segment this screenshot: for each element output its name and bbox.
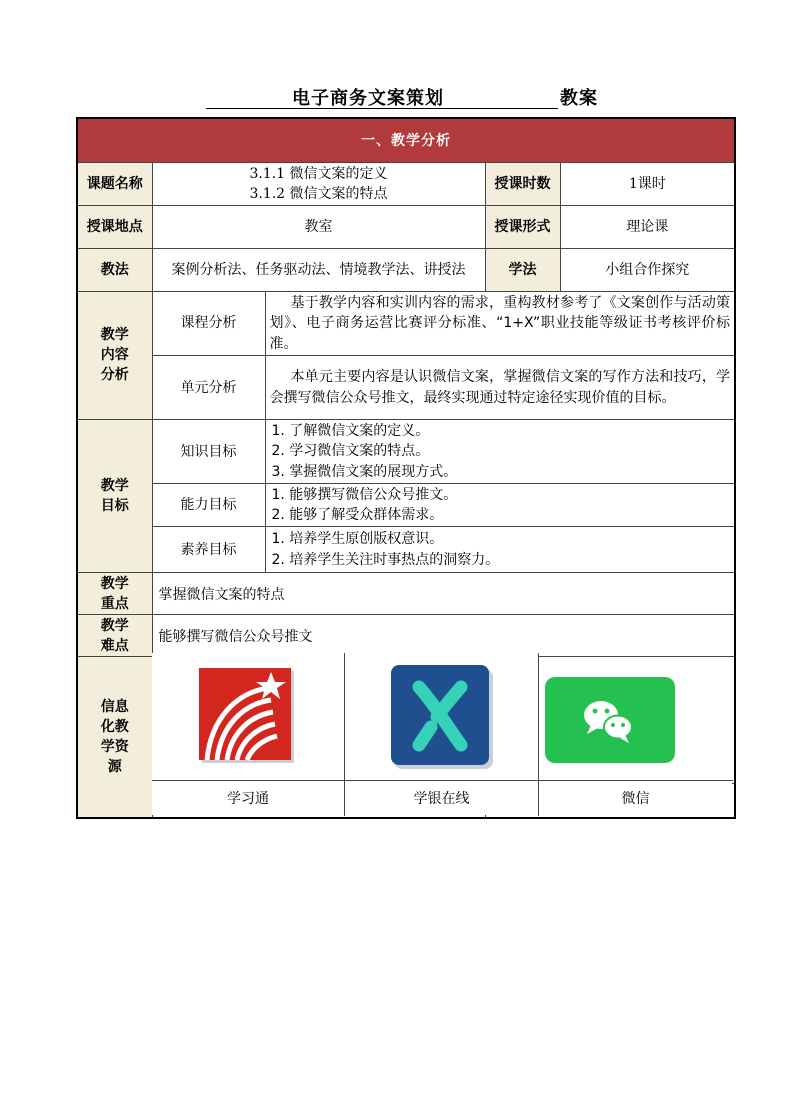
key-point-value: 掌握微信文案的特点 bbox=[152, 573, 735, 615]
list-item: 2. 培养学生关注时事热点的洞察力。 bbox=[271, 551, 500, 568]
form-label: 授课形式 bbox=[485, 205, 560, 248]
course-analysis-label: 课程分析 bbox=[152, 291, 265, 356]
ability-objective-label: 能力目标 bbox=[152, 484, 265, 527]
title-suffix: 教案 bbox=[560, 88, 598, 109]
difficulty-label: 教学难点 bbox=[77, 615, 152, 657]
quality-objective-label: 素养目标 bbox=[152, 527, 265, 573]
column-cover bbox=[152, 653, 344, 780]
location-value: 教室 bbox=[152, 205, 485, 248]
unit-analysis-label: 单元分析 bbox=[152, 356, 265, 420]
topic-line-1: 3.1.1 微信文案的定义 bbox=[249, 165, 388, 182]
key-point-label: 教学重点 bbox=[77, 573, 152, 615]
list-item: 2. 学习微信文案的特点。 bbox=[271, 443, 430, 460]
method-value: 案例分析法、任务驱动法、情境教学法、讲授法 bbox=[152, 248, 485, 291]
resource-name: 学银在线 bbox=[413, 791, 470, 807]
column-cover bbox=[539, 781, 732, 815]
content-analysis-label: 教学内容分析 bbox=[77, 291, 152, 420]
method-label: 教法 bbox=[77, 248, 152, 291]
ability-objective-list bbox=[265, 484, 735, 527]
resource-name: 微信 bbox=[621, 791, 650, 807]
knowledge-objective-label: 知识目标 bbox=[152, 420, 265, 484]
knowledge-objective-list bbox=[265, 420, 735, 484]
unit-analysis-text: 本单元主要内容是认识微信文案，掌握微信文案的写作方法和技巧，学会撰写微信公众号推文，最终实现通过特定途径实现价值的目标。 bbox=[265, 356, 735, 420]
section-header: 一、教学分析 bbox=[77, 118, 735, 162]
list-item: 2. 能够了解受众群体需求。 bbox=[271, 507, 444, 523]
study-label: 学法 bbox=[485, 248, 560, 291]
list-item: 1. 能够撰写微信公众号推文。 bbox=[271, 486, 458, 503]
xuexitong-logo-icon bbox=[199, 668, 297, 766]
quality-objective-list bbox=[265, 527, 735, 573]
location-label: 授课地点 bbox=[77, 205, 152, 248]
resources-label: 信息化教学资源 bbox=[77, 657, 152, 818]
topic-line-2: 3.1.2 微信文案的特点 bbox=[249, 185, 388, 202]
study-value: 小组合作探究 bbox=[560, 248, 735, 291]
list-item: 3. 掌握微信文案的展现方式。 bbox=[271, 463, 458, 480]
row-divider bbox=[152, 780, 733, 781]
hours-label: 授课时数 bbox=[485, 162, 560, 205]
list-item: 1. 了解微信文案的定义。 bbox=[271, 422, 430, 439]
resource-name: 学习通 bbox=[227, 791, 269, 807]
resources-grid-overlay bbox=[152, 653, 733, 816]
topic-label: 课题名称 bbox=[77, 162, 152, 205]
hours-value: 1课时 bbox=[560, 162, 735, 205]
course-analysis-text: 基于教学内容和实训内容的需求，重构教材参考了《文案创作与活动策划》、电子商务运营比赛评分标准、“1+X”职业技能等级证书考核评价标准。 bbox=[265, 291, 735, 356]
course-title: 电子商务文案策划 bbox=[292, 88, 444, 109]
document-title bbox=[206, 84, 606, 110]
topic-value bbox=[152, 162, 485, 205]
column-cover bbox=[345, 653, 538, 780]
difficulty-value: 能够撰写微信公众号推文 bbox=[152, 615, 735, 657]
column-cover bbox=[345, 781, 538, 815]
column-cover bbox=[152, 781, 344, 815]
list-item: 1. 培养学生原创版权意识。 bbox=[271, 531, 444, 547]
xueyin-logo-icon bbox=[391, 665, 493, 769]
objectives-label: 教学目标 bbox=[77, 420, 152, 573]
form-value: 理论课 bbox=[560, 205, 735, 248]
